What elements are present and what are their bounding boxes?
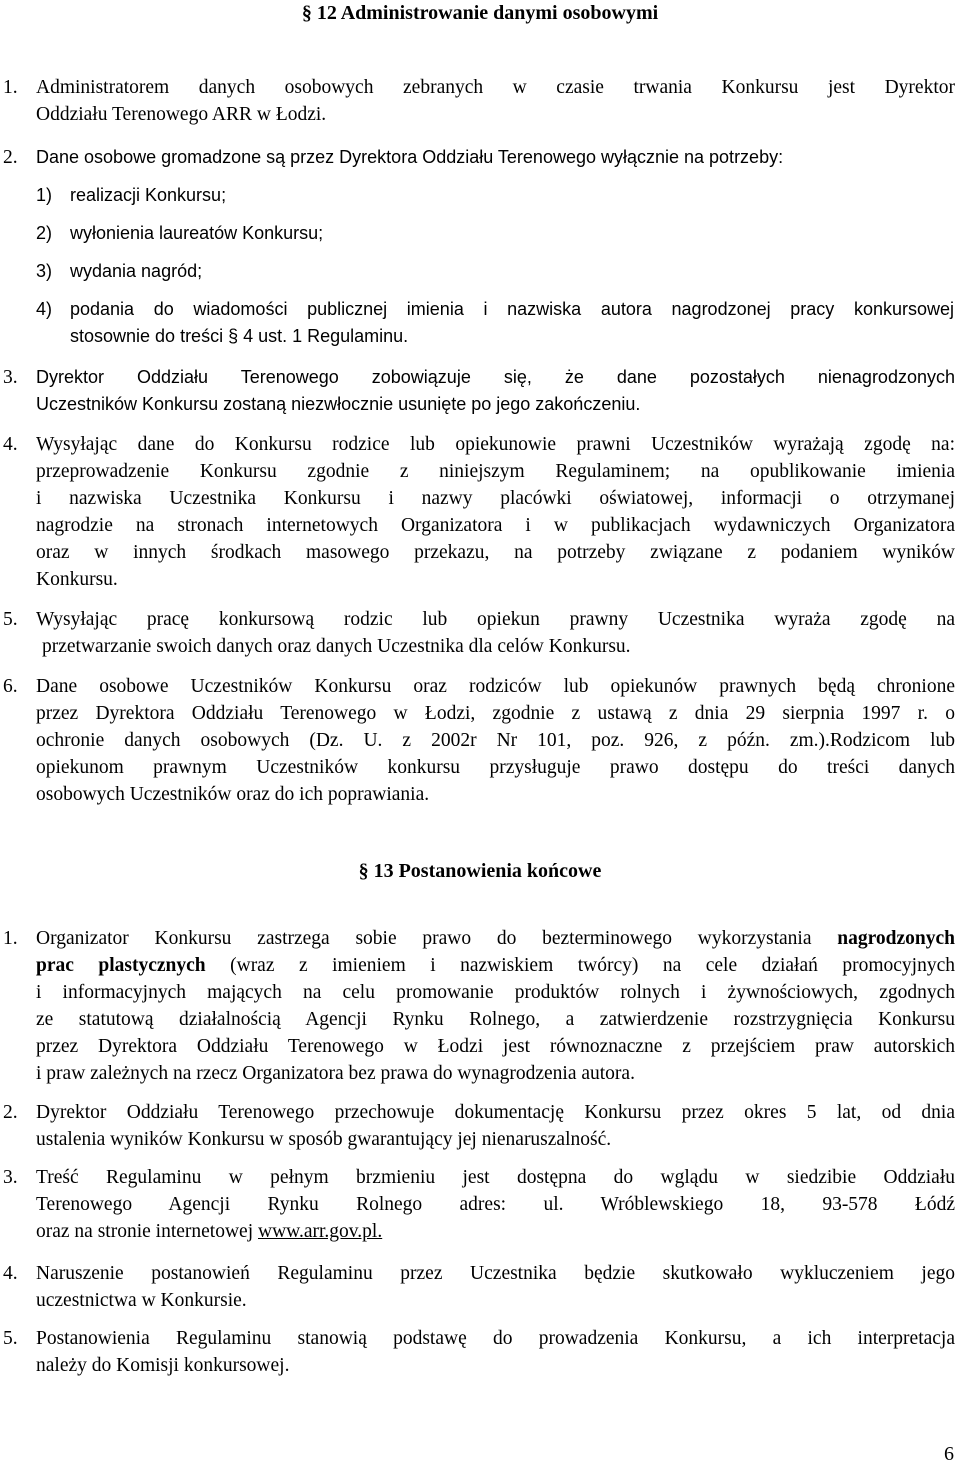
item-number: 2. xyxy=(3,1102,18,1123)
item-text-line: Oddziału Terenowego ARR w Łodzi. xyxy=(36,104,327,125)
item-text-line: Dane osobowe Uczestników Konkursu oraz rodziców lub opiekunów prawnych będą chronione xyxy=(36,676,955,697)
item-text-line: opiekunom prawnym Uczestników konkursu przysługuje prawo dostępu do treści danych xyxy=(36,757,955,778)
item-number: 6. xyxy=(3,676,18,697)
item-text-line: Wysyłając pracę konkursową rodzic lub opiekun prawny Uczestnika wyraża zgodę na xyxy=(36,609,955,630)
item-number: 1. xyxy=(3,928,18,949)
text-run: (wraz z imieniem i nazwiskiem twórcy) na cele działań promocyjnych xyxy=(205,955,955,976)
item-text-line: ochronie danych osobowych (Dz. U. z 2002r Nr 101, poz. 926, z późn. zm.).Rodzicom lub xyxy=(36,730,955,751)
subitem-text-line: podania do wiadomości publicznej imienia i nazwiska autora nagrodzonej pracy konkursowej xyxy=(70,299,954,319)
item-number: 4. xyxy=(3,1263,18,1284)
item-text-line xyxy=(36,952,955,979)
item-text-line: Naruszenie postanowień Regulaminu przez Uczestnika będzie skutkowało wykluczeniem jego xyxy=(36,1263,955,1284)
item-text-line: Konkursu. xyxy=(36,569,118,590)
item-number: 5. xyxy=(3,609,18,630)
subitem-text-line: wyłonienia laureatów Konkursu; xyxy=(70,223,324,243)
item-text-line: Wysyłając dane do Konkursu rodzice lub opiekunowie prawni Uczestników wyrażają zgodę na: xyxy=(36,434,955,455)
item-text-line: Terenowego Agencji Rynku Rolnego adres: ul. Wróblewskiego 18, 93-578 Łódź xyxy=(36,1194,955,1215)
subitem-text-line: realizacji Konkursu; xyxy=(70,185,227,205)
section-12-heading: § 12 Administrowanie danymi osobowymi xyxy=(301,2,659,24)
item-text-line: Treść Regulaminu w pełnym brzmieniu jest dostępna do wglądu w siedzibie Oddziału xyxy=(36,1167,955,1188)
website-link[interactable]: www.arr.gov.pl. xyxy=(258,1221,383,1242)
item-number: 1. xyxy=(3,77,18,98)
item-number: 3. xyxy=(3,367,18,388)
item-text-line: Postanowienia Regulaminu stanowią podstawę do prowadzenia Konkursu, a ich interpretacja xyxy=(36,1328,955,1349)
subitem-number: 4) xyxy=(36,299,53,319)
subitem-text-line: wydania nagród; xyxy=(70,261,203,281)
subitem-number: 1) xyxy=(36,185,53,205)
subitem-text-line: stosownie do treści § 4 ust. 1 Regulaminu. xyxy=(70,326,409,346)
item-text-line: Dane osobowe gromadzone są przez Dyrektora Oddziału Terenowego wyłącznie na potrzeby: xyxy=(36,147,784,167)
item-text-line: Dyrektor Oddziału Terenowego przechowuje dokumentację Konkursu przez okres 5 lat, od dnia xyxy=(36,1102,955,1123)
item-text-line: przeprowadzenie Konkursu zgodnie z niniejszym Regulaminem; na opublikowanie imienia xyxy=(36,461,955,482)
item-text-line: Uczestników Konkursu zostaną niezwłocznie usunięte po jego zakończeniu. xyxy=(36,394,641,414)
item-text-line: Dyrektor Oddziału Terenowego zobowiązuje się, że dane pozostałych nienagrodzonych xyxy=(36,367,955,387)
item-text-line: ustalenia wyników Konkursu w sposób gwarantujący jej nienaruszalność. xyxy=(36,1129,612,1150)
item-text-line: należy do Komisji konkursowej. xyxy=(36,1355,290,1376)
item-number: 2. xyxy=(3,147,18,168)
item-text-line xyxy=(36,1218,955,1245)
section-13-heading: § 13 Postanowienia końcowe xyxy=(358,860,602,882)
item-text-line: nagrodzie na stronach internetowych Organizatora i w publikacjach wydawniczych Organizatora xyxy=(36,515,955,536)
item-number: 4. xyxy=(3,434,18,455)
subitem-number: 2) xyxy=(36,223,53,243)
text-run: oraz na stronie internetowej xyxy=(36,1221,258,1242)
subitem-number: 3) xyxy=(36,261,53,281)
bold-text-run: nagrodzonych xyxy=(837,928,955,949)
item-text-line: przetwarzanie swoich danych oraz danych Uczestnika dla celów Konkursu. xyxy=(42,636,631,657)
text-run: Organizator Konkursu zastrzega sobie prawo do bezterminowego wykorzystania xyxy=(36,928,838,949)
item-text-line: przez Dyrektora Oddziału Terenowego w Łodzi jest równoznaczne z przejściem praw autorskich xyxy=(36,1036,955,1057)
item-text-line: i praw zależnych na rzecz Organizatora bez prawa do wynagrodzenia autora. xyxy=(36,1063,635,1084)
item-number: 3. xyxy=(3,1167,18,1188)
item-text-line: Administratorem danych osobowych zebranych w czasie trwania Konkursu jest Dyrektor xyxy=(36,77,955,98)
item-text-line xyxy=(36,925,955,952)
item-text-line: uczestnictwa w Konkursie. xyxy=(36,1290,247,1311)
item-text-line: i nazwiska Uczestnika Konkursu i nazwy placówki oświatowej, informacji o otrzymanej xyxy=(36,488,955,509)
item-text-line: osobowych Uczestników oraz do ich poprawiania. xyxy=(36,784,430,805)
bold-text-run: prac plastycznych xyxy=(36,955,206,976)
item-text-line: ze statutową działalnością Agencji Rynku Rolnego, a zatwierdzenie rozstrzygnięcia Konkursu xyxy=(36,1009,955,1030)
item-text-line: i informacyjnych mających na celu promowanie produktów rolnych i żywnościowych, zgodnych xyxy=(36,982,955,1003)
page-number: 6 xyxy=(944,1443,954,1465)
item-text-line: przez Dyrektora Oddziału Terenowego w Łodzi, zgodnie z ustawą z dnia 29 sierpnia 1997 r. o xyxy=(36,703,955,724)
item-text-line: oraz w innych środkach masowego przekazu, na potrzeby związane z podaniem wyników xyxy=(36,542,955,563)
item-number: 5. xyxy=(3,1328,18,1349)
